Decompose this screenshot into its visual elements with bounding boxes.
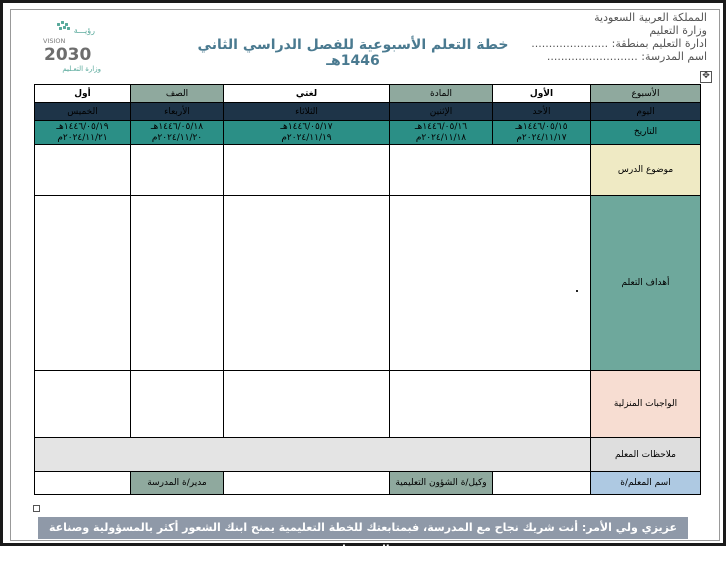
weekly-plan-table — [34, 84, 701, 495]
date-monday — [390, 121, 493, 145]
topic-label: موضوع الدرس — [591, 145, 701, 196]
logo-year-text: 2030 — [44, 45, 92, 65]
table-row-signatures — [35, 472, 701, 495]
date-thursday — [35, 121, 131, 145]
topic-cell-sun-mon[interactable] — [390, 145, 591, 196]
logo-ministry-text: وزارة التعـليم — [62, 65, 101, 73]
table-move-handle[interactable]: ✥ — [700, 71, 712, 83]
logo-vision-text: VISION — [43, 37, 66, 45]
grade-label: الصف — [131, 85, 224, 103]
date-label: التاريخ — [591, 121, 701, 145]
week-value[interactable]: الأول — [493, 85, 591, 103]
table-row-goals — [35, 196, 701, 371]
day-tuesday: الثلاثاء — [224, 103, 390, 121]
day-label: اليوم — [591, 103, 701, 121]
subject-value[interactable]: لغتي — [224, 85, 390, 103]
notes-cell[interactable] — [35, 438, 591, 472]
table-resize-handle[interactable] — [33, 505, 40, 512]
table-row-homework — [35, 371, 701, 438]
table-row-dates — [35, 121, 701, 145]
goals-cell-sun-mon[interactable] — [390, 196, 591, 371]
vision-2030-logo — [43, 21, 103, 73]
date-sunday — [493, 121, 591, 145]
homework-cell-sun-mon[interactable] — [390, 371, 591, 438]
day-monday: الإثنين — [390, 103, 493, 121]
deputy-value[interactable] — [224, 472, 390, 495]
ministry-name: وزارة التعليم — [649, 24, 707, 37]
day-thursday: الخميس — [35, 103, 131, 121]
day-sunday: الأحد — [493, 103, 591, 121]
region-field: ادارة التعليم بمنطقة: ...................... — [531, 37, 707, 50]
teacher-name-label: اسم المعلم/ة — [591, 472, 701, 495]
homework-cell-tue[interactable] — [224, 371, 390, 438]
date-greg: ٢٠٢٤/١١/١٩م — [281, 132, 332, 143]
header-info — [531, 11, 707, 63]
homework-cell-wed[interactable] — [131, 371, 224, 438]
principal-value[interactable] — [35, 472, 131, 495]
date-hijri: ١٤٤٦/٠٥/١٨هـ — [150, 121, 204, 132]
goals-cell-thu[interactable] — [35, 196, 131, 371]
date-greg: ٢٠٢٤/١١/٢١م — [57, 132, 108, 143]
table-row-week — [35, 85, 701, 103]
table-row-topic — [35, 145, 701, 196]
day-wednesday: الأربعاء — [131, 103, 224, 121]
date-greg: ٢٠٢٤/١١/١٨م — [415, 132, 467, 143]
goals-label: أهداف التعلم — [591, 196, 701, 371]
date-wednesday — [131, 121, 224, 145]
principal-label: مدير/ة المدرسة — [131, 472, 224, 495]
goals-cell-tue[interactable] — [224, 196, 390, 371]
date-hijri: ١٤٤٦/٠٥/١٦هـ — [414, 121, 468, 132]
table-row-days — [35, 103, 701, 121]
parent-note-footer: عزيزي ولي الأمر: أنت شريك نجاح مع المدرسة، فبمتابعتك للخطة التعليمية يمنح ابنك الشعور أكثر بالمسؤولية وصناعة المستقبل — [38, 517, 688, 539]
homework-label: الواجبات المنزلية — [591, 371, 701, 438]
logo-top-text: رؤيـــة — [73, 26, 95, 35]
school-field: اسم المدرسة: .......................... — [546, 50, 707, 63]
week-label: الأسبوع — [591, 85, 701, 103]
topic-cell-thu[interactable] — [35, 145, 131, 196]
subject-label: المادة — [390, 85, 493, 103]
date-greg: ٢٠٢٤/١١/٢٠م — [151, 132, 203, 143]
topic-cell-wed[interactable] — [131, 145, 224, 196]
homework-cell-thu[interactable] — [35, 371, 131, 438]
date-hijri: ١٤٤٦/٠٥/١٥هـ — [515, 121, 568, 132]
topic-cell-tue[interactable] — [224, 145, 390, 196]
teacher-name-value[interactable] — [493, 472, 591, 495]
date-greg: ٢٠٢٤/١١/١٧م — [516, 132, 567, 143]
date-hijri: ١٤٤٦/٠٥/١٧هـ — [280, 121, 333, 132]
date-tuesday — [224, 121, 390, 145]
deputy-label: وكيل/ة الشؤون التعليمية — [390, 472, 493, 495]
stray-dot — [576, 290, 578, 292]
notes-label: ملاحظات المعلم — [591, 438, 701, 472]
goals-cell-wed[interactable] — [131, 196, 224, 371]
table-row-notes — [35, 438, 701, 472]
grade-value[interactable]: أول — [35, 85, 131, 103]
page-title: خطة التعلم الأسبوعية للفصل الدراسي الثاني 1446هـ — [197, 37, 509, 69]
kingdom-name: المملكة العربية السعودية — [594, 11, 707, 24]
date-hijri: ١٤٤٦/٠٥/١٩هـ — [56, 121, 109, 132]
